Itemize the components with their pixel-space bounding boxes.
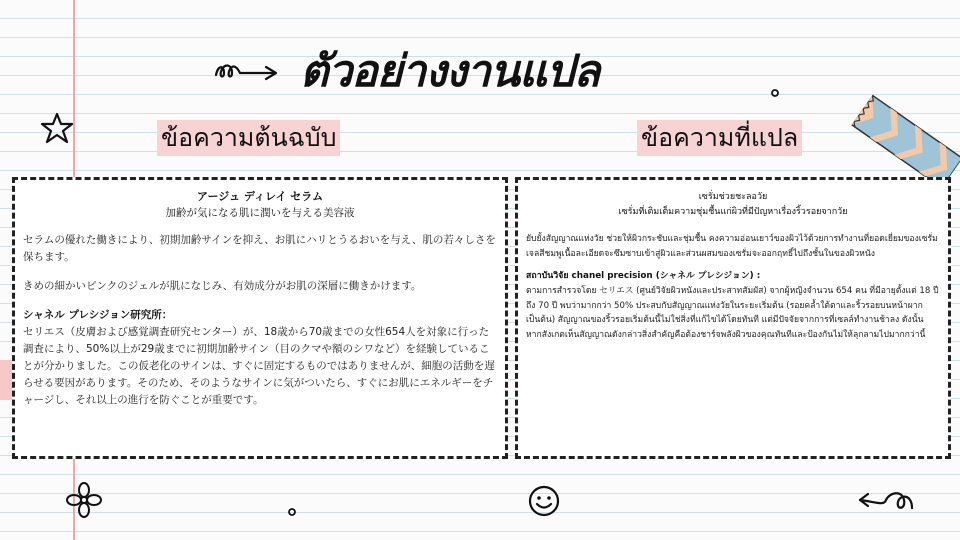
small-circle-icon xyxy=(770,88,780,98)
original-product-title: アージュ ディレイ セラム xyxy=(196,190,324,203)
translated-product-title: เซรั่มช่วยชะลอวัย xyxy=(698,192,768,202)
translated-text-label: ข้อความที่แปล xyxy=(637,120,802,156)
pink-tab-decoration xyxy=(0,360,12,400)
translated-product-subtitle: เซรั่มที่เติมเต็มความชุ่มชื้นแก่ผิวที่มีปัญหาเรื่องริ้วรอยจากวัย xyxy=(618,207,848,217)
original-text-panel xyxy=(12,177,508,459)
original-paragraph-3: セリエス（皮膚および感覚調査研究センター）が、18歳から70歳までの女性654人を対象に行った調査により、50%以上が29歳までに初期加齢サイン（目のクマや額のシワなど）を経験していることが分かりました。この仮老化のサインは、すぐに固定するものではありませんが、細胞の活動を遅らせる要因があります。そのため、そのようなサインに気がついたら、すぐにお肌にエネルギーをチャージし、それ以上の進行を防ぐことが重要です。 xyxy=(23,326,495,406)
title-area xyxy=(212,36,599,106)
flower-icon xyxy=(66,482,102,518)
original-paragraph-1: セラムの優れた働きにより、初期加齢サインを抑え、お肌にハリとうるおいを与え、肌の若々しさを保ちます。 xyxy=(23,234,496,263)
translated-paragraph-1: ยับยั้งสัญญาณแห่งวัย ช่วยให้ผิวกระชับและชุ่มชื้น คงความอ่อนเยาว์ของผิวไว้ด้วยการทำงานที่ยอดเยี่ยมของเซรั่ม เจลสีชมพูเนื้อละเอียดจะซึมซาบเข้าสู่ผิวและส่วนผสมของเซรั่มจะออกฤทธิ์ไปถึงชั้นในของผิวหนัง xyxy=(526,234,938,259)
original-section-heading: シャネル プレシジョン研究所： xyxy=(23,309,173,321)
original-paragraph-2: きめの細かいピンクのジェルが肌になじみ、有効成分がお肌の深層に働きかけます。 xyxy=(23,280,422,292)
original-product-subtitle: 加齢が気になる肌に潤いを与える美容液 xyxy=(165,207,355,219)
page-title: ตัวอย่างงานแปล xyxy=(300,46,600,97)
arrow-doodle-icon xyxy=(212,59,282,83)
translated-paragraph-2: ตามการสำรวจโดย セリエス (ศูนย์วิจัยผิวหนังและประสาทสัมผัส) จากผู้หญิงจำนวน 654 คน ที่มีอายุตั้งแต่ 18 ปี ถึง 70 ปี พบว่ามากกว่า 50% ประสบกับสัญญาณแห่งวัยในระยะเริ่มต้น (รอยคล้ำใต้ตาและริ้วรอยบนหน้าผาก เป็นต้น) สัญญาณของริ้วรอยเริ่มต้นนี้ไม่ใช่สิ่งที่แก้ไขได้โดยทันที แต่มีปัจจัยจากการที่เซลล์ทำงานช้าลง ดังนั้น หากสังเกตเห็นสัญญาณดังกล่าวสิ่งสำคัญคือต้องชาร์จพลังผิวของคุณทันทีและป้องกันไม่ให้ลุกลามไปมากกว่านี้ xyxy=(526,286,939,340)
washi-tape-icon xyxy=(851,94,960,190)
star-icon xyxy=(40,112,74,144)
translated-section-heading: สถาบันวิจัย chanel precision (シャネル プレシジョン) : xyxy=(526,271,761,281)
translated-text-panel xyxy=(515,177,951,459)
original-text-label: ข้อความต้นฉบับ xyxy=(157,120,340,156)
smiley-icon xyxy=(527,484,561,518)
curly-arrow-icon xyxy=(856,486,916,516)
small-dot-icon xyxy=(287,507,297,517)
